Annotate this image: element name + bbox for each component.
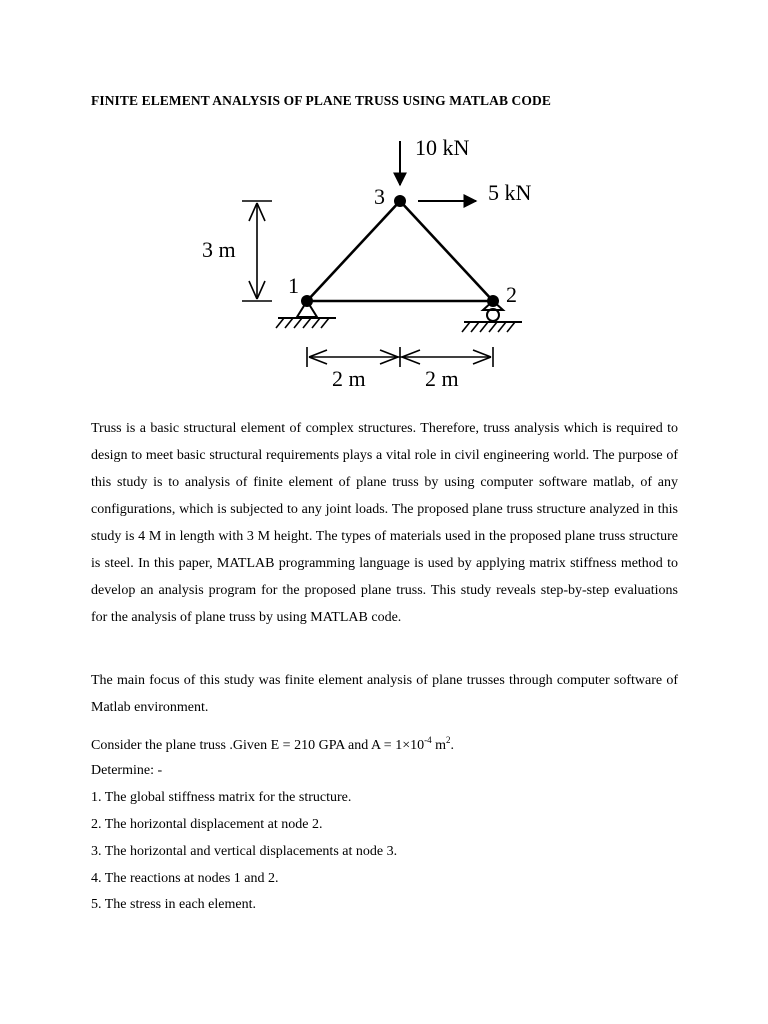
given-text: Consider the plane truss .Given E = 210 GPA and A = 1×10	[91, 738, 425, 753]
given-end: .	[450, 738, 454, 753]
focus-paragraph: The main focus of this study was finite element analysis of plane trusses through computer software of Matlab environment.	[91, 673, 678, 715]
task-item: 4. The reactions at nodes 1 and 2.	[91, 871, 279, 886]
member-1-3	[307, 201, 400, 301]
node-3-joint	[394, 195, 406, 207]
given-exponent: -4	[424, 735, 432, 745]
task-item: 5. The stress in each element.	[91, 897, 256, 912]
span-dimension	[307, 347, 493, 367]
span-left-label: 2 m	[332, 366, 366, 391]
task-item: 2. The horizontal displacement at node 2.	[91, 817, 323, 832]
given-line	[91, 736, 454, 756]
node-1-label: 1	[288, 273, 299, 298]
member-3-2	[400, 201, 493, 301]
truss-diagram	[180, 125, 580, 395]
load-vertical-label: 10 kN	[415, 135, 470, 160]
task-item: 1. The global stiffness matrix for the structure.	[91, 790, 352, 805]
given-unit-exponent: 2	[446, 735, 451, 745]
paper-title: FINITE ELEMENT ANALYSIS OF PLANE TRUSS USING MATLAB CODE	[91, 93, 551, 108]
truss-svg	[180, 125, 580, 395]
load-horizontal-label: 5 kN	[488, 180, 532, 205]
span-right-label: 2 m	[425, 366, 459, 391]
determine-label: Determine: -	[91, 763, 163, 778]
intro-paragraph: Truss is a basic structural element of complex structures. Therefore, truss analysis which is required to design to meet basic structural requirements plays a vital role in civil engineering world. The purpose of this study is to analysis of finite element of plane truss by using computer software matlab, of any configurations, which is subjected to any joint loads. The proposed plane truss structure analyzed in this study is 4 M in length with 3 M height. The types of materials used in the proposed plane truss structure is steel. In this paper, MATLAB programming language is used by applying matrix stiffness method to develop an analysis program for the proposed plane truss. This study reveals step-by-step evaluations for the analysis of plane truss by using MATLAB code.	[91, 421, 678, 625]
node-3-label: 3	[374, 184, 385, 209]
given-unit: m	[431, 738, 446, 753]
height-dimension	[242, 201, 272, 301]
node-2-label: 2	[506, 282, 517, 307]
task-item: 3. The horizontal and vertical displacements at node 3.	[91, 844, 398, 859]
height-label: 3 m	[202, 237, 236, 262]
